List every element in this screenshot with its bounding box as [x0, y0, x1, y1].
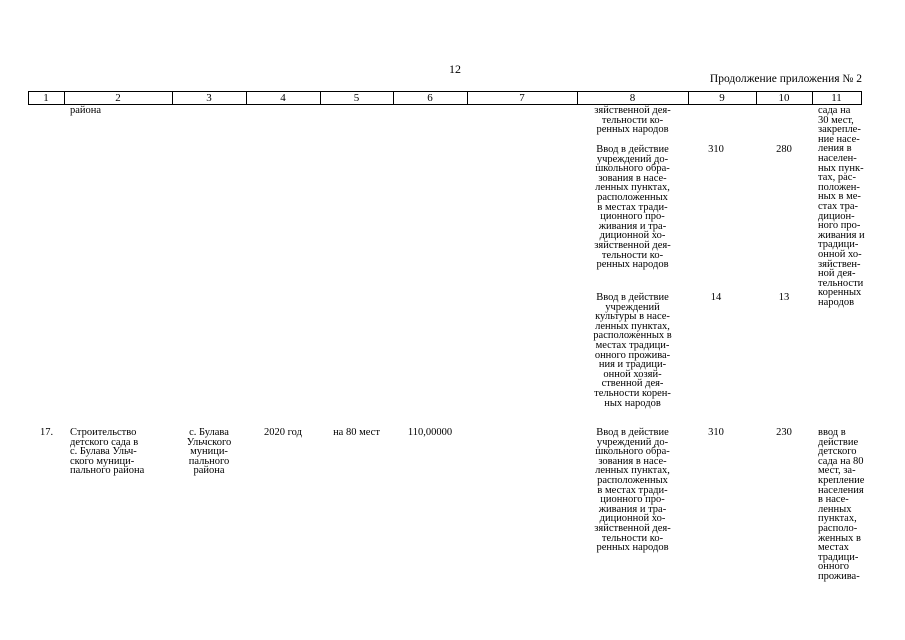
column-header-5: 5	[353, 92, 360, 104]
page-number: 12	[449, 62, 461, 76]
row-17-indicator: Ввод в действие учреждений до- школьного обра- зования в насе- ленных пунктах, расположенных в местах тради- ционного про- живания и тра- диционной хо- зяйственной дея- тельности ко- ренных народов	[594, 427, 671, 554]
cont-value-9b: 310	[708, 144, 724, 155]
column-header-1: 1	[43, 92, 49, 104]
appendix-label: Продолжение приложения № 2	[709, 73, 862, 85]
header-divider	[861, 91, 862, 105]
row-17-result: ввод в действие детского сада на 80 мест, за- крепление населения в насе- ленных пунктах, располо- женных в местах традици- онного прожива-	[818, 427, 865, 582]
cont-indicator-b: Ввод в действие учреждений до- школьного обра- зования в насе- ленных пунктах, расположенных в местах тради- ционного про- живания и тра- диционной хо- зяйственной дея- тельности ко- ренных народов	[594, 144, 671, 271]
column-header-11: 11	[831, 92, 842, 104]
cont-indicator-c: Ввод в действие учреждений культуры в насе- ленных пунктах, расположенных в местах традици- онного прожива- ния и традици- онной хозяй- ственной дея- тельности корен- ных народов	[593, 292, 672, 409]
header-bottom-border	[28, 104, 862, 105]
row-17-value-9: 310	[708, 427, 724, 438]
column-header-10: 10	[778, 92, 790, 104]
row-17-name: Строительство детского сада в с. Булава Ульч- ского муници- пального района	[70, 427, 145, 477]
row-17-value-10: 230	[776, 427, 792, 438]
column-header-4: 4	[280, 92, 286, 104]
row-17-place: с. Булава Ульчского муници- пального района	[186, 427, 232, 477]
column-header-3: 3	[206, 92, 212, 104]
cont-district: района	[70, 105, 102, 116]
row-17-amount: 110,00000	[407, 427, 453, 438]
row-17-year: 2020 год	[264, 427, 302, 438]
cont-result: сада на 30 мест, закрепле- ние насе- ления в населен- ных пунк- тах, рас- положен- ных в ме- стах тра- дицион- ного про- живания и традици- онной хо- зяйствен- ной дея- тельности коренных народов	[818, 105, 865, 308]
column-header-7: 7	[519, 92, 525, 104]
row-17-capacity: на 80 мест	[333, 427, 380, 438]
cont-indicator-a: зяйственной дея- тельности ко- ренных народов	[594, 105, 671, 136]
column-header-9: 9	[719, 92, 725, 104]
cont-value-10b: 280	[776, 144, 792, 155]
row-17-number: 17.	[40, 427, 54, 438]
column-header-2: 2	[115, 92, 121, 104]
cont-value-9c: 14	[710, 292, 722, 303]
column-header-8: 8	[629, 92, 636, 104]
cont-value-10c: 13	[778, 292, 790, 303]
column-header-6: 6	[427, 92, 433, 104]
